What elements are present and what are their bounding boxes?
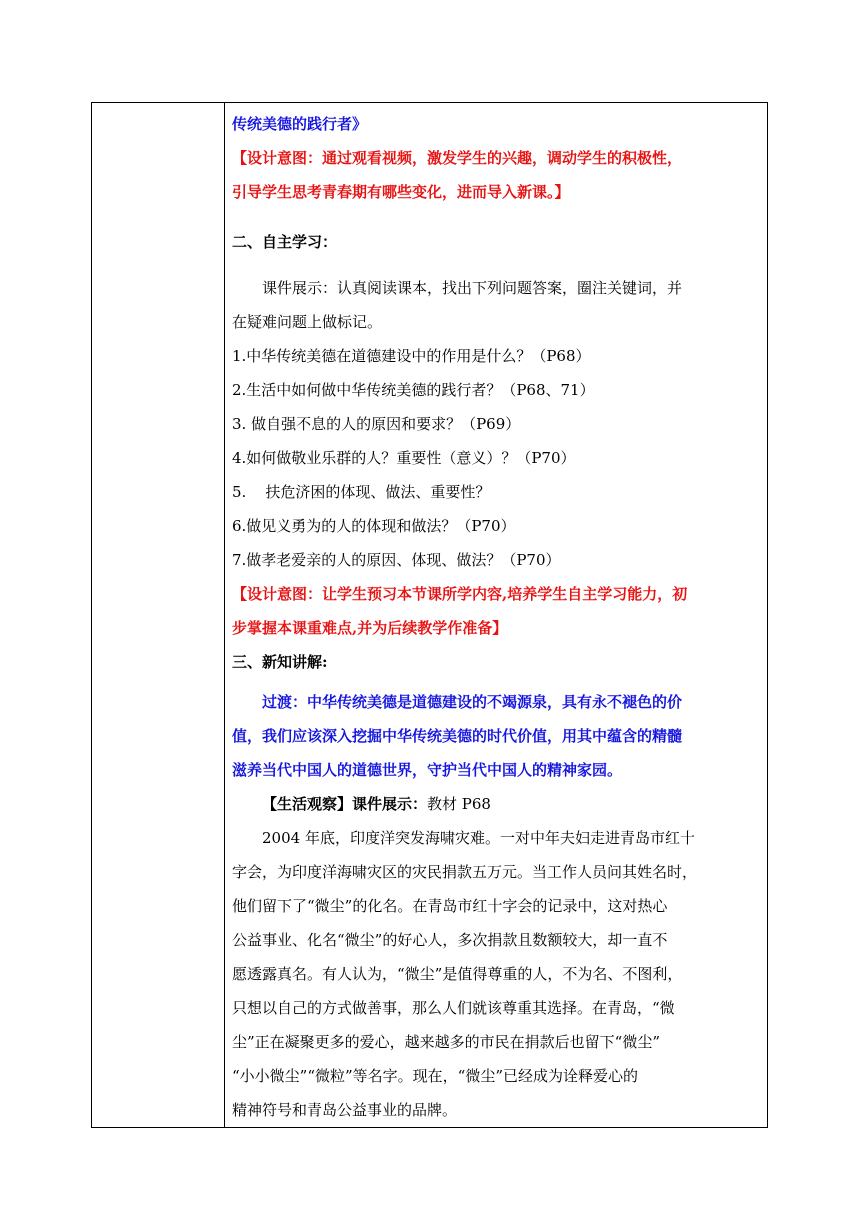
- question-item: 2.生活中如何做中华传统美德的践行者？（P68、71）: [232, 381, 595, 399]
- transition-line-2: 值，我们应该深入挖掘中华传统美德的时代价值，用其中蕴含的精髓: [232, 727, 683, 745]
- story-line: “小小微尘”“微粒”等名字。现在，“微尘”已经成为诠释爱心的: [232, 1067, 639, 1085]
- question-item: 1.中华传统美德在道德建设中的作用是什么？（P68）: [232, 347, 591, 365]
- lesson-table: [91, 102, 768, 1128]
- question-item: 3. 做自强不息的人的原因和要求？（P69）: [232, 415, 521, 433]
- design-intent-2-line-1: 【设计意图：让学生预习本节课所学内容,培养学生自主学习能力，初: [232, 585, 688, 603]
- design-intent-2-line-2: 步掌握本课重难点,并为后续教学作准备】: [232, 619, 508, 637]
- transition-line-1: 过渡：中华传统美德是道德建设的不竭源泉，具有永不褪色的价: [262, 693, 683, 711]
- story-line: 他们留下了“微尘”的化名。在青岛市红十字会的记录中，这对热心: [232, 897, 668, 915]
- story-line: 只想以自己的方式做善事，那么人们就该尊重其选择。在青岛，“微: [232, 999, 675, 1017]
- continuation-title: 传统美德的践行者》: [232, 115, 368, 133]
- life-observation-line: [232, 787, 761, 821]
- section-2-intro-line-1: 课件展示：认真阅读课本，找出下列问题答案，圈注关键词，并: [262, 279, 683, 297]
- left-column-cell: [92, 103, 225, 1128]
- design-intent-1-line-2: 引导学生思考青春期有哪些变化，进而导入新课。】: [232, 183, 570, 201]
- observation-source: 教材 P68: [427, 795, 491, 813]
- story-line: 精神符号和青岛公益事业的品牌。: [232, 1101, 458, 1119]
- design-intent-1-line-1: 【设计意图：通过观看视频，激发学生的兴趣，调动学生的积极性，: [232, 149, 683, 167]
- question-item: 6.做见义勇为的人的体现和做法？（P70）: [232, 517, 516, 535]
- story-line: 愿透露真名。有人认为，“微尘”是值得尊重的人，不为名、不图利，: [232, 965, 683, 983]
- content-cell: [225, 103, 768, 1128]
- question-item: 4.如何做敬业乐群的人？重要性（意义）？（P70）: [232, 449, 576, 467]
- table-row: [92, 103, 768, 1128]
- section-3-heading: 三、新知讲解:: [232, 653, 328, 671]
- section-2-heading: 二、自主学习：: [232, 233, 338, 251]
- story-line: 尘”正在凝聚更多的爱心，越来越多的市民在捐款后也留下“微尘”: [232, 1033, 661, 1051]
- story-line: 字会，为印度洋海啸灾区的灾民捐款五万元。当工作人员问其姓名时，: [232, 863, 698, 881]
- story-line: 公益事业、化名“微尘”的好心人，多次捐款且数额较大，却一直不: [232, 931, 668, 949]
- question-item: 5. 扶危济困的体现、做法、重要性？: [232, 483, 491, 501]
- transition-line-3: 滋养当代中国人的道德世界，守护当代中国人的精神家园。: [232, 761, 623, 779]
- story-line: 2004 年底，印度洋突发海啸灾难。一对中年夫妇走进青岛市红十: [262, 829, 695, 847]
- section-2-intro-line-2: 在疑难问题上做标记。: [232, 313, 383, 331]
- question-item: 7.做孝老爱亲的人的原因、体现、做法？（P70）: [232, 551, 561, 569]
- cell-content: [225, 103, 767, 1127]
- observation-label: 【生活观察】课件展示：: [262, 795, 428, 813]
